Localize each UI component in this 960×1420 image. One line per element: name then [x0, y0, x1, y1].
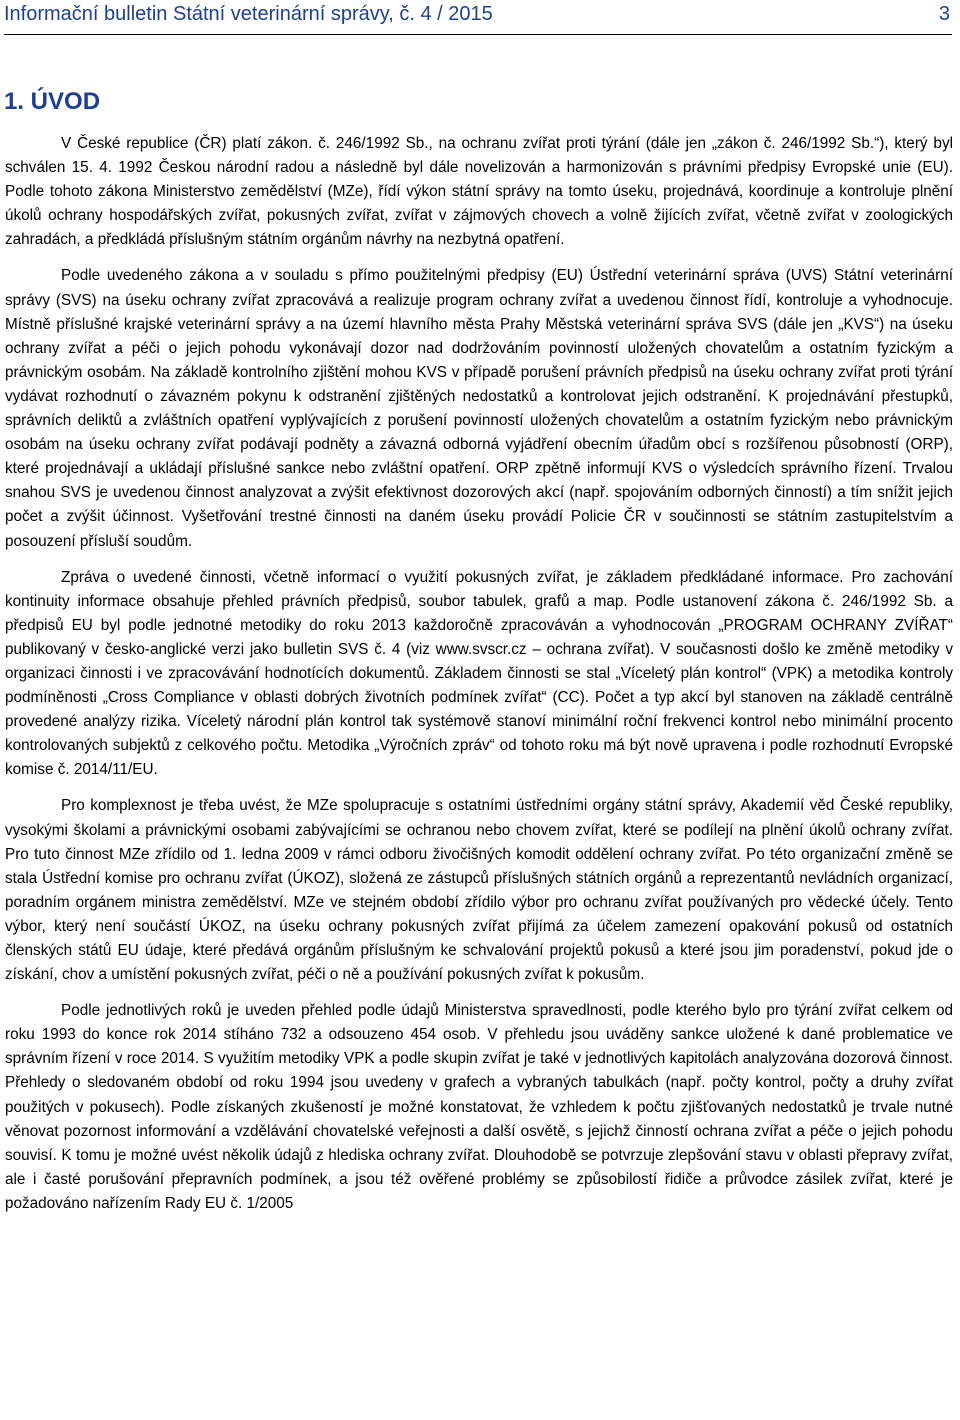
paragraph: Zpráva o uvedené činnosti, včetně informací o využití pokusných zvířat, je základem předkládané informace. Pro zachování kontinuity informace obsahuje přehled právních předpisů, soubor tabulek, grafů a map. Podle ustanovení zákona č. 246/1992 Sb. a předpisů EU byl podle jednotné metodiky do roku 2013 každoročně zpracováván a vyhodnocován „PROGRAM OCHRANY ZVÍŘAT“ publikovaný v česko-anglické verzi jako bulletin SVS č. 4 (viz www.svscr.cz – ochrana zvířat). V současnosti došlo ke změně metodiky v organizaci činnosti i ve zpracovávání hodnotících dokumentů. Základem činnosti se stal „Víceletý plán kontrol“ (VPK) a metodika kontroly podmíněnosti „Cross Compliance v oblasti dobrých životních podmínek zvířat“ (CC). Počet a typ akcí byl stanoven na základě centrálně provedené analýzy rizika. Víceletý národní plán kontrol tak systémově stanoví minimální roční frekvenci kontrol nebo minimální procento kontrolovaných subjektů z celkového počtu. Metodika „Výročních zpráv“ od tohoto roku má být nově upravena i podle rozhodnutí Evropské komise č. 2014/11/EU.: [5, 568, 953, 779]
section-heading: 1. ÚVOD: [4, 88, 101, 115]
paragraph: Podle jednotlivých roků je uveden přehled podle údajů Ministerstva spravedlnosti, podle kterého bylo pro týrání zvířat celkem od roku 1993 do konce rok 2014 stíháno 732 a odsouzeno 454 osob. V přehledu jsou uváděny sankce uložené k dané problematice ve správním řízení v roce 2014. S využitím metodiky VPK a podle skupin zvířat je také v jednotlivých kapitolách analyzována dozorová činnost. Přehledy o sledovaném období od roku 1994 jsou uvedeny v grafech a vybraných tabulkách (např. počty kontrol, počty a druhy zvířat použitých v pokusech). Podle získaných zkušeností je možné konstatovat, že vzhledem k počtu zjišťovaných nedostatků je trvale nutné věnovat pozornost informování a vzdělávání chovatelské veřejnosti a další osvětě, s jejichž činností ochrana zvířat a péče o jejich pohodu souvisí. K tomu je možné uvést několik údajů z hlediska ochrany zvířat. Dlouhodobě se potvrzuje zlepšování stavu v oblasti přepravy zvířat, ale i časté porušování přepravních podmínek, a jsou též ověřené problémy se způsobilostí řidiče a průvodce zásilek zvířat, které je požadováno nařízením Rady EU č. 1/2005: [5, 1002, 953, 1212]
bulletin-header: [4, 0, 952, 35]
header-title: Informační bulletin Státní veterinární správy, č. 4 / 2015: [4, 3, 493, 25]
paragraph: Pro komplexnost je třeba uvést, že MZe spolupracuje s ostatními ústředními orgány státní správy, Akademií věd České republiky, vysokými školami a právnickými osobami zabývajícími se ochranou nebo chovem zvířat, které se podílejí na plnění úkolů ochrany zvířat. Pro tuto činnost MZe zřídilo od 1. ledna 2009 v rámci odboru živočišných komodit oddělení ochrany zvířat. Po této organizační změně se stala Ústřední komise pro ochranu zvířat (ÚKOZ), složená ze zástupců příslušných státních orgánů a reprezentantů nevládních organizací, poradním orgánem ministra zemědělství. MZe ve stejném období zřídilo výbor pro ochranu zvířat používaných pro vědecké účely. Tento výbor, který není součástí ÚKOZ, na úseku ochrany pokusných zvířat přijímá za účelem zamezení opakování pokusů od ostatních členských států EU údaje, které předává orgánům příslušným ke schvalování projektů pokusů a které jsou jim poradenství, pokud jde o získání, chov a umístění pokusných zvířat, péči o ně a používání pokusných zvířat k pokusům.: [5, 797, 953, 984]
paragraph: V České republice (ČR) platí zákon. č. 246/1992 Sb., na ochranu zvířat proti týrání (dále jen „zákon č. 246/1992 Sb.“), který byl schválen 15. 4. 1992 Českou národní radou a následně byl dále novelizován a harmonizován s právními předpisy Evropské unie (EU). Podle tohoto zákona Ministerstvo zemědělství (MZe), řídí výkon státní správy na tomto úseku, projednává, koordinuje a kontroluje plnění úkolů ochrany hospodářských zvířat, pokusných zvířat, zvířat v zájmových chovech a volně žijících zvířat, včetně zvířat v zoologických zahradách, a předkládá příslušným státním orgánům návrhy na nezbytná opatření.: [5, 135, 953, 249]
paragraph: Podle uvedeného zákona a v souladu s přímo použitelnými předpisy (EU) Ústřední veterinární správa (UVS) Státní veterinární správy (SVS) na úseku ochrany zvířat zpracovává a realizuje program ochrany zvířat a uvedenou činnost řídí, kontroluje a vyhodnocuje. Místně příslušné krajské veterinární správy a na území hlavního města Prahy Městská veterinární správa SVS (dále jen „KVS“) na úseku ochrany zvířat a péči o jejich pohodu vykonávají dozor nad dodržováním povinností uložených chovatelům a ostatním fyzickým a právnickým osobám. Na základě kontrolního zjištění mohou KVS v případě porušení právních předpisů na úseku ochrany zvířat proti týrání vydávat rozhodnutí o závazném pokynu k odstranění zjištěných nedostatků a kontrolovat jejich odstranění. K projednávání přestupků, správních deliktů a zvláštních opatření vyplývajících z porušení povinností uložených chovatelům a ostatním fyzickým nebo právnickým osobám na úseku ochrany zvířat podávají podněty a závazná odborná vyjádření obecním úřadům obcí s rozšířenou působností (ORP), které projednávají a ukládají příslušné sankce nebo zvláštní opatření. ORP zpětně informují KVS o výsledcích správního řízení. Trvalou snahou SVS je uvedenou činnost analyzovat a zvýšit efektivnost dozorových akcí (např. spojováním odborných činností) a tím snížit jejich počet a zvýšit účinnost. Vyšetřování trestné činnosti na daném úseku provádí Policie ČR v součinnosti se státním zastupitelstvím a posouzení přísluší soudům.: [5, 267, 953, 550]
body-text: [5, 132, 953, 1216]
page-number: 3: [938, 3, 950, 25]
